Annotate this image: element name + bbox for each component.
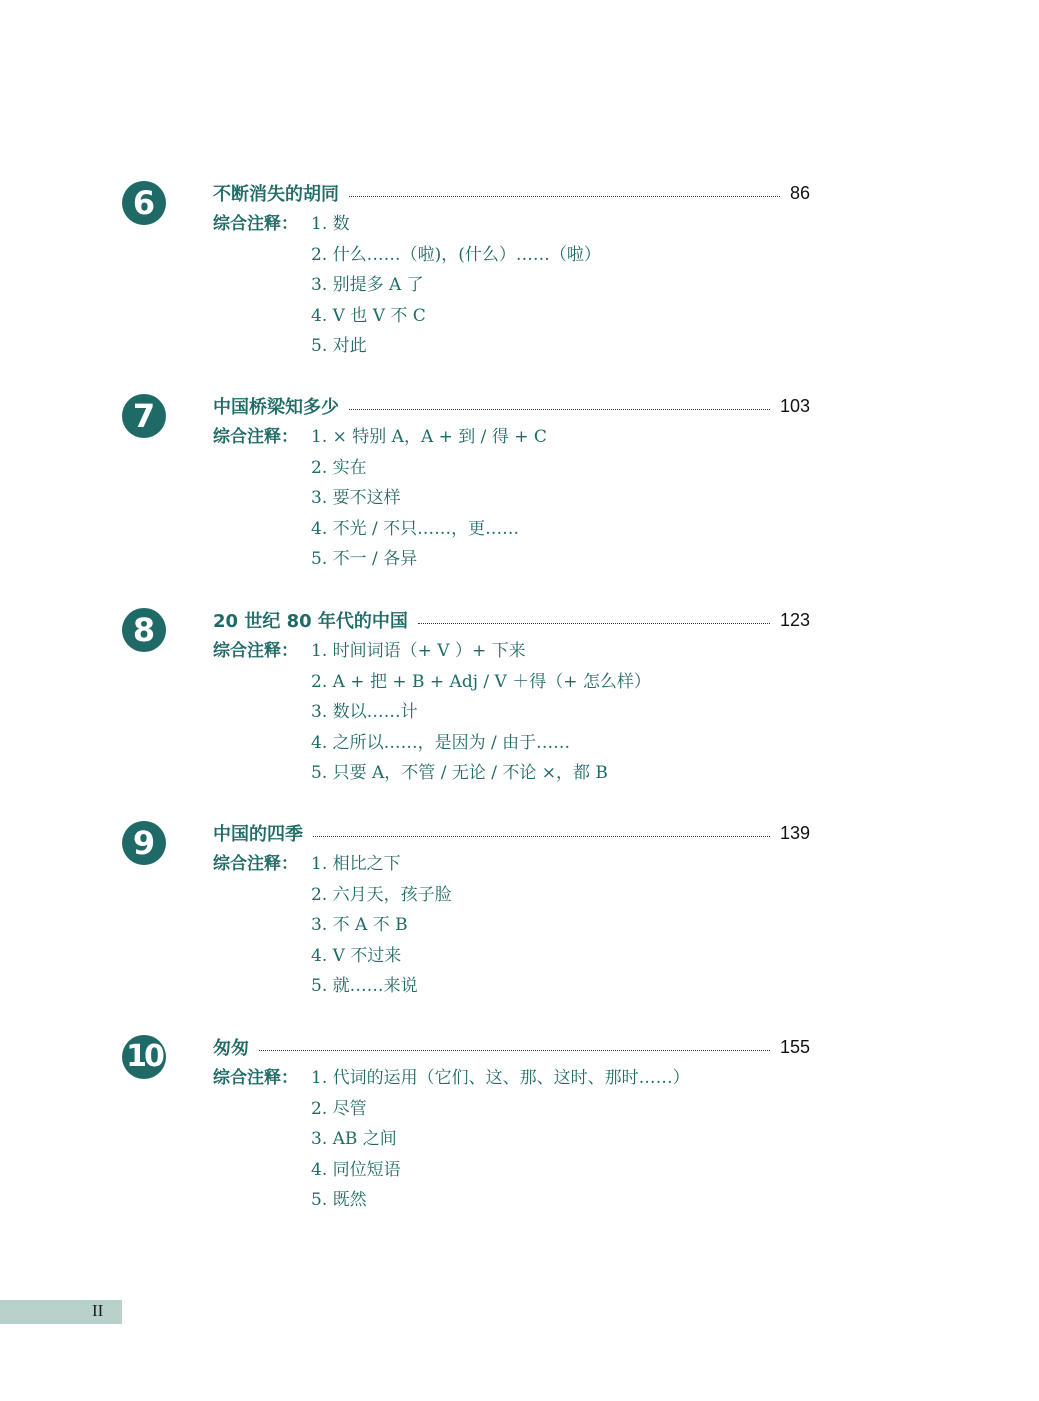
lesson-number-badge: 10 [122, 1035, 166, 1079]
note-item [213, 422, 547, 453]
notes-list [213, 209, 601, 362]
toc-title-row[interactable] [213, 821, 810, 845]
note-item [213, 240, 601, 271]
note-text: 2. 什么……（啦)，(什么）……（啦） [311, 244, 601, 265]
toc-title-row[interactable] [213, 394, 810, 418]
note-item [213, 544, 547, 575]
note-text: 5. 只要 A，不管 / 无论 / 不论 ×，都 B [311, 763, 608, 783]
note-item [213, 758, 651, 789]
notes-list [213, 849, 452, 1002]
note-text: 4. 之所以……，是因为 / 由于…… [311, 732, 571, 753]
lesson-title[interactable]: 中国的四季 [213, 824, 303, 845]
note-item [213, 1124, 690, 1155]
toc-entry-lesson-8 [0, 608, 1039, 808]
note-item [213, 301, 601, 332]
toc-entry-lesson-6 [0, 181, 1039, 381]
note-text: 2. 六月天，孩子脸 [311, 884, 452, 905]
notes-list [213, 422, 547, 575]
note-text: 5. 对此 [311, 336, 367, 356]
note-text: 3. AB 之间 [311, 1129, 397, 1149]
note-item [213, 971, 452, 1002]
note-item [213, 1155, 690, 1186]
note-text: 4. 同位短语 [311, 1159, 401, 1180]
notes-label: 综合注释： [213, 854, 298, 874]
note-item [213, 514, 547, 545]
lesson-title[interactable]: 20 世纪 80 年代的中国 [213, 611, 408, 632]
note-text: 1. × 特别 A，A + 到 / 得 + C [311, 427, 547, 447]
note-text: 2. A + 把 + B + Adj / V ＋得（+ 怎么样） [311, 671, 651, 692]
note-item [213, 483, 547, 514]
folio-page-number: II [92, 1301, 104, 1320]
dot-leader [313, 836, 770, 837]
note-item [213, 910, 452, 941]
lesson-title[interactable]: 不断消失的胡同 [213, 184, 339, 205]
toc-entry-lesson-10 [0, 1035, 1039, 1235]
note-item [213, 849, 452, 880]
page-number[interactable]: 103 [779, 395, 810, 416]
toc-title-row[interactable] [213, 1035, 810, 1059]
note-text: 3. 不 A 不 B [311, 915, 408, 935]
toc-entry-lesson-9 [0, 821, 1039, 1021]
notes-label: 综合注释： [213, 214, 298, 234]
note-item [213, 1063, 690, 1094]
note-item [213, 1185, 690, 1216]
note-text: 5. 既然 [311, 1190, 367, 1210]
page-number[interactable]: 155 [779, 1036, 810, 1057]
notes-list [213, 1063, 690, 1216]
note-item [213, 880, 452, 911]
note-text: 4. V 也 V 不 C [311, 305, 426, 326]
page-number[interactable]: 139 [779, 822, 810, 843]
dot-leader [349, 409, 770, 410]
lesson-number-badge: 8 [122, 608, 166, 652]
page-number[interactable]: 123 [779, 609, 810, 630]
note-item [213, 270, 601, 301]
note-item [213, 331, 601, 362]
note-item [213, 941, 452, 972]
note-text: 1. 代词的运用（它们、这、那、这时、那时……） [311, 1068, 690, 1088]
toc-entry-lesson-7 [0, 394, 1039, 594]
note-item [213, 1094, 690, 1125]
note-item [213, 636, 651, 667]
page-number[interactable]: 86 [789, 182, 810, 203]
note-item [213, 453, 547, 484]
footer-bar [0, 1300, 122, 1324]
lesson-number-badge: 9 [122, 821, 166, 865]
notes-label: 综合注释： [213, 641, 298, 661]
note-text: 1. 时间词语（+ V ）+ 下来 [311, 641, 526, 661]
note-item [213, 728, 651, 759]
lesson-title[interactable]: 中国桥梁知多少 [213, 397, 339, 418]
notes-label: 综合注释： [213, 427, 298, 447]
note-text: 1. 数 [311, 214, 350, 234]
note-text: 3. 要不这样 [311, 488, 401, 508]
dot-leader [349, 196, 780, 197]
note-text: 3. 数以……计 [311, 702, 418, 722]
notes-list [213, 636, 651, 789]
lesson-title[interactable]: 匆匆 [213, 1038, 249, 1059]
toc-title-row[interactable] [213, 608, 810, 632]
note-text: 5. 就……来说 [311, 976, 418, 996]
toc-title-row[interactable] [213, 181, 810, 205]
note-text: 4. V 不过来 [311, 945, 402, 966]
note-text: 3. 别提多 A 了 [311, 275, 424, 295]
lesson-number-badge: 6 [122, 181, 166, 225]
note-item [213, 209, 601, 240]
note-text: 2. 尽管 [311, 1098, 367, 1119]
note-item [213, 697, 651, 728]
lesson-number-badge: 7 [122, 394, 166, 438]
note-text: 2. 实在 [311, 457, 367, 478]
notes-label: 综合注释： [213, 1068, 298, 1088]
dot-leader [259, 1050, 770, 1051]
dot-leader [418, 623, 770, 624]
note-text: 1. 相比之下 [311, 854, 401, 874]
note-item [213, 667, 651, 698]
note-text: 4. 不光 / 不只……，更…… [311, 518, 520, 539]
note-text: 5. 不一 / 各异 [311, 549, 418, 569]
